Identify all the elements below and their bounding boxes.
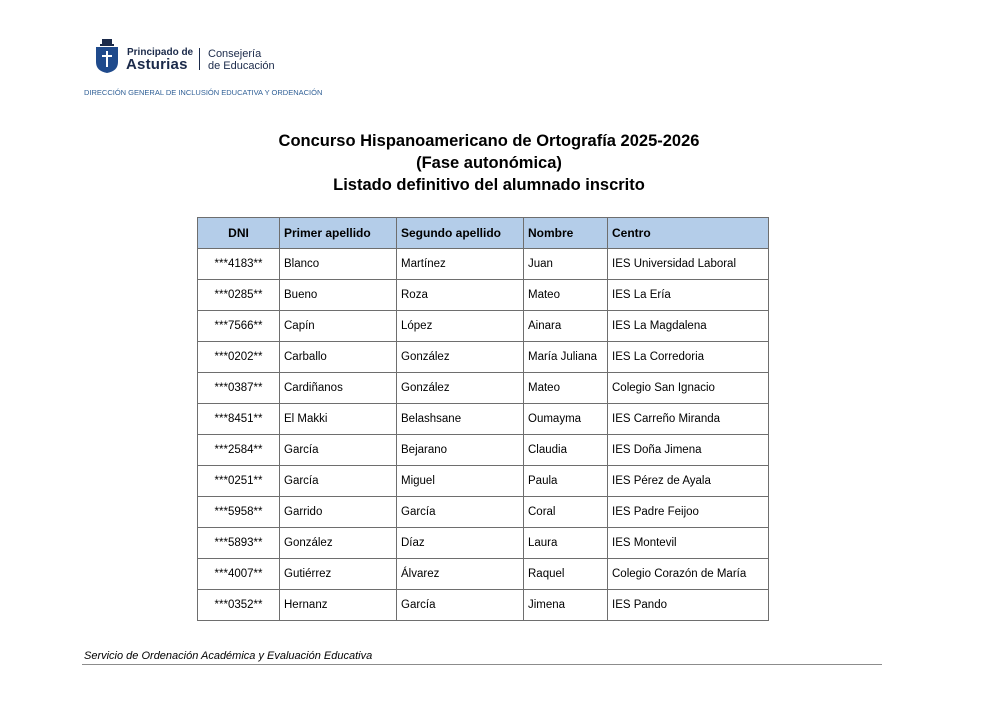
- cell-nombre: Coral: [524, 497, 608, 528]
- cell-primer-apellido: García: [280, 435, 397, 466]
- table-row: [198, 466, 769, 497]
- logo-text-principado: Principado de: [127, 47, 194, 58]
- cell-nombre: Oumayma: [524, 404, 608, 435]
- cell-nombre: Juan: [524, 249, 608, 280]
- cell-nombre: Claudia: [524, 435, 608, 466]
- coat-of-arms-icon: [94, 38, 120, 74]
- cell-segundo-apellido: García: [397, 590, 524, 621]
- cell-segundo-apellido: Roza: [397, 280, 524, 311]
- cell-primer-apellido: Carballo: [280, 342, 397, 373]
- cell-nombre: Mateo: [524, 280, 608, 311]
- header-segundo-apellido: Segundo apellido: [397, 218, 524, 249]
- header-dni: DNI: [198, 218, 280, 249]
- cell-nombre: María Juliana: [524, 342, 608, 373]
- cell-nombre: Jimena: [524, 590, 608, 621]
- cell-dni: ***4183**: [198, 249, 280, 280]
- cell-dni: ***7566**: [198, 311, 280, 342]
- cell-centro: IES Montevil: [608, 528, 769, 559]
- cell-centro: IES Carreño Miranda: [608, 404, 769, 435]
- table-row: [198, 497, 769, 528]
- footer-service-name: Servicio de Ordenación Académica y Evaluación Educativa: [84, 650, 373, 662]
- cell-primer-apellido: Capín: [280, 311, 397, 342]
- cell-primer-apellido: Garrido: [280, 497, 397, 528]
- cell-centro: IES La Corredoria: [608, 342, 769, 373]
- table-row: [198, 404, 769, 435]
- cell-primer-apellido: Cardiñanos: [280, 373, 397, 404]
- cell-segundo-apellido: Díaz: [397, 528, 524, 559]
- cell-centro: IES La Ería: [608, 280, 769, 311]
- cell-nombre: Mateo: [524, 373, 608, 404]
- cell-segundo-apellido: González: [397, 342, 524, 373]
- cell-centro: IES Pérez de Ayala: [608, 466, 769, 497]
- cell-dni: ***4007**: [198, 559, 280, 590]
- cell-dni: ***0285**: [198, 280, 280, 311]
- table-row: [198, 435, 769, 466]
- cell-dni: ***5893**: [198, 528, 280, 559]
- students-table: [197, 217, 769, 621]
- cell-segundo-apellido: Bejarano: [397, 435, 524, 466]
- logo-text-educacion: de Educación: [208, 60, 275, 72]
- logo-text-consejeria: Consejería: [208, 48, 262, 60]
- title-line-1: Concurso Hispanoamericano de Ortografía 2025-2026: [278, 132, 700, 150]
- header-nombre: Nombre: [524, 218, 608, 249]
- cell-nombre: Ainara: [524, 311, 608, 342]
- department-name: DIRECCIÓN GENERAL DE INCLUSIÓN EDUCATIVA Y ORDENACIÓN: [84, 88, 323, 97]
- logo-divider: [199, 48, 200, 70]
- cell-dni: ***0202**: [198, 342, 280, 373]
- footer-divider: [82, 664, 882, 665]
- table-row: [198, 280, 769, 311]
- cell-segundo-apellido: González: [397, 373, 524, 404]
- table-row: [198, 249, 769, 280]
- cell-primer-apellido: Hernanz: [280, 590, 397, 621]
- cell-primer-apellido: Gutiérrez: [280, 559, 397, 590]
- cell-centro: IES Padre Feijoo: [608, 497, 769, 528]
- logo-text-asturias: Asturias: [126, 56, 188, 73]
- table-row: [198, 528, 769, 559]
- cell-dni: ***0251**: [198, 466, 280, 497]
- cell-segundo-apellido: García: [397, 497, 524, 528]
- cell-dni: ***8451**: [198, 404, 280, 435]
- title-line-3: Listado definitivo del alumnado inscrito: [333, 176, 645, 194]
- cell-primer-apellido: El Makki: [280, 404, 397, 435]
- cell-primer-apellido: García: [280, 466, 397, 497]
- table-header-row: [198, 218, 769, 249]
- cell-centro: Colegio San Ignacio: [608, 373, 769, 404]
- cell-segundo-apellido: Martínez: [397, 249, 524, 280]
- table-row: [198, 311, 769, 342]
- cell-segundo-apellido: Belashsane: [397, 404, 524, 435]
- cell-primer-apellido: González: [280, 528, 397, 559]
- table-row: [198, 342, 769, 373]
- cell-centro: IES La Magdalena: [608, 311, 769, 342]
- title-line-2: (Fase autonómica): [416, 154, 562, 172]
- cell-centro: IES Universidad Laboral: [608, 249, 769, 280]
- table-row: [198, 559, 769, 590]
- cell-dni: ***5958**: [198, 497, 280, 528]
- cell-segundo-apellido: Álvarez: [397, 559, 524, 590]
- header-centro: Centro: [608, 218, 769, 249]
- cell-primer-apellido: Bueno: [280, 280, 397, 311]
- document-title: [0, 130, 978, 196]
- cell-nombre: Paula: [524, 466, 608, 497]
- cell-nombre: Laura: [524, 528, 608, 559]
- cell-segundo-apellido: López: [397, 311, 524, 342]
- cell-dni: ***0387**: [198, 373, 280, 404]
- table-row: [198, 373, 769, 404]
- header-primer-apellido: Primer apellido: [280, 218, 397, 249]
- cell-centro: IES Doña Jimena: [608, 435, 769, 466]
- cell-nombre: Raquel: [524, 559, 608, 590]
- cell-dni: ***0352**: [198, 590, 280, 621]
- cell-primer-apellido: Blanco: [280, 249, 397, 280]
- cell-centro: IES Pando: [608, 590, 769, 621]
- cell-segundo-apellido: Miguel: [397, 466, 524, 497]
- cell-dni: ***2584**: [198, 435, 280, 466]
- cell-centro: Colegio Corazón de María: [608, 559, 769, 590]
- table-row: [198, 590, 769, 621]
